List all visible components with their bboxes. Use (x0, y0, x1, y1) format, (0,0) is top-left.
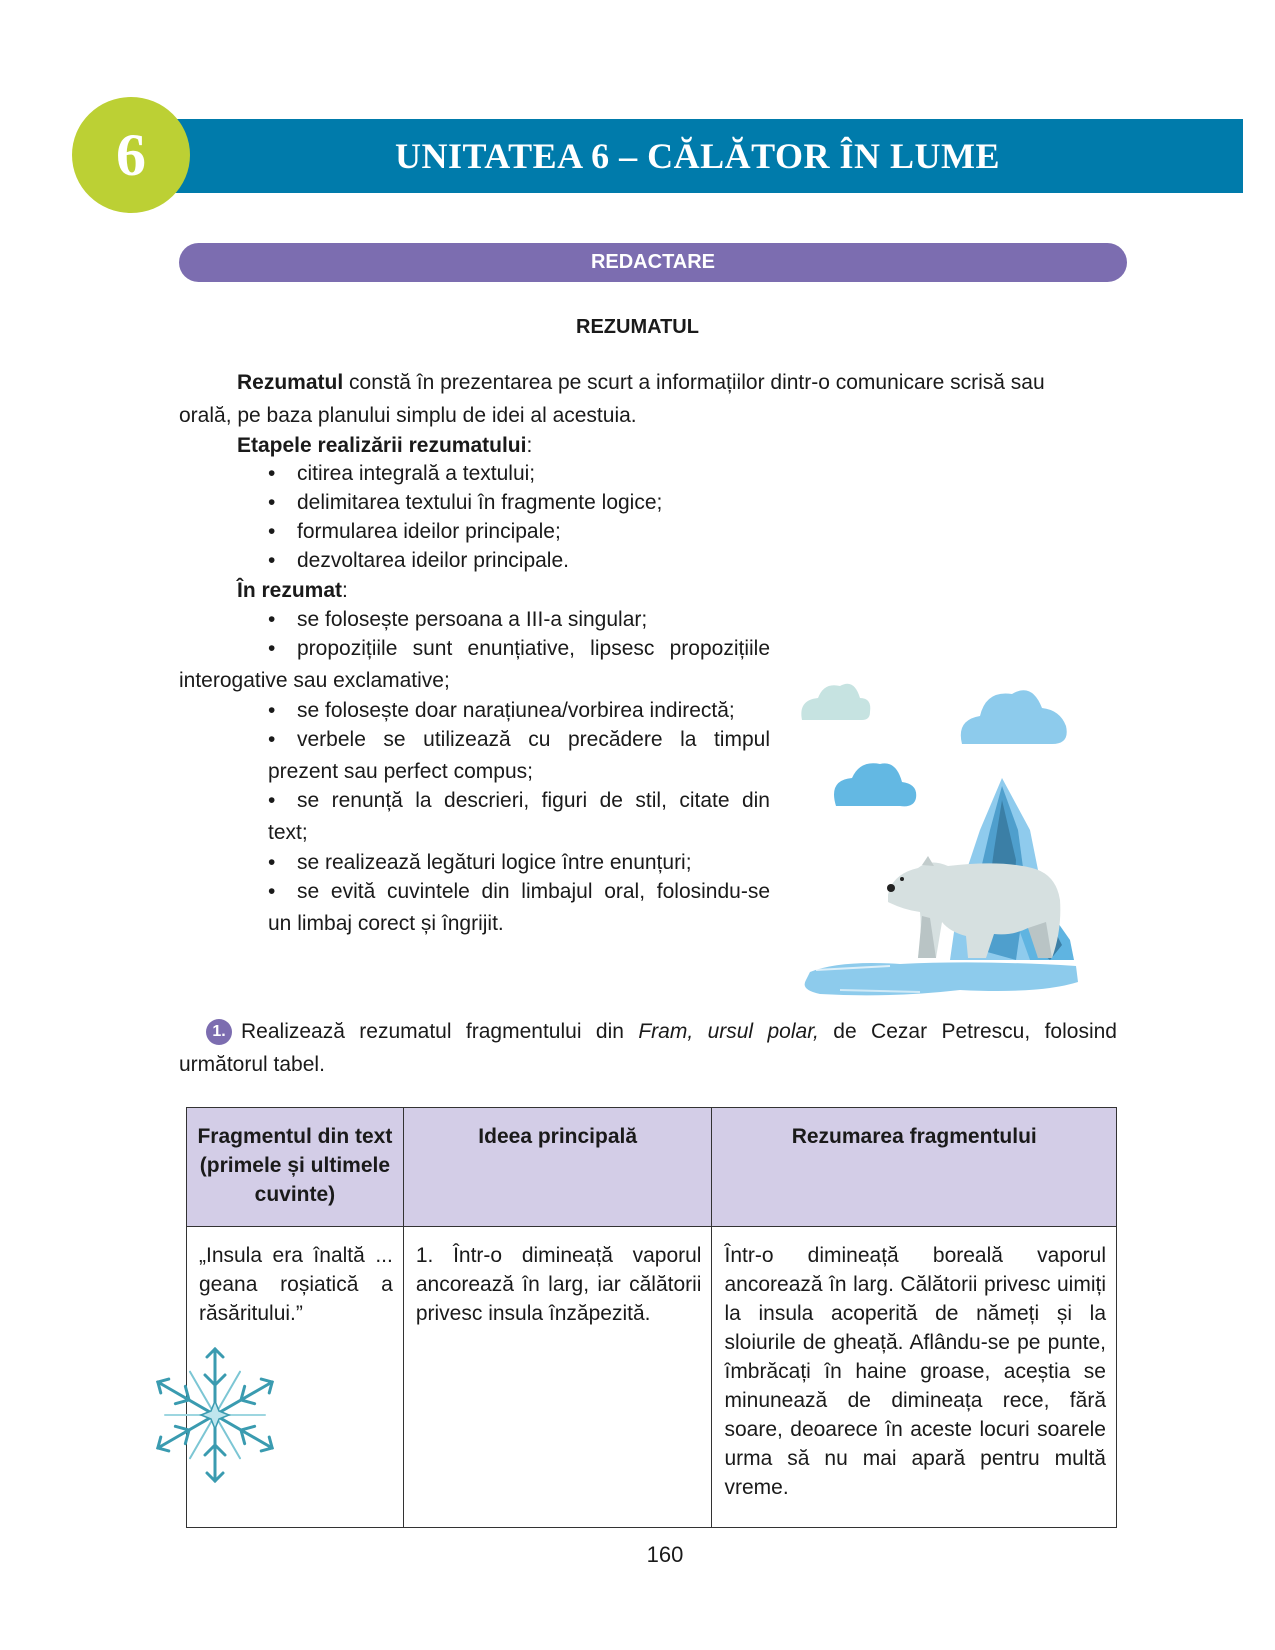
work-title: Fram, ursul polar, (638, 1020, 819, 1043)
column-header: Ideea principală (403, 1108, 712, 1227)
term-rezumatul: Rezumatul (237, 371, 344, 394)
main-idea-cell: 1. Într-o dimineață vaporul ancorează în larg, iar călătorii privesc insula înzăpezită. (403, 1227, 712, 1528)
page-number: 160 (646, 1542, 684, 1567)
table-row (187, 1227, 1117, 1528)
rule-item-continued: prezent sau perfect compus; (268, 760, 533, 783)
exercise-prompt-line-2: următorul tabel. (179, 1053, 325, 1076)
column-header: Rezumarea fragmentului (712, 1108, 1117, 1227)
table-header-row (187, 1108, 1117, 1227)
intro-line-1: Rezumatul constă în prezentarea pe scurt a informațiilor dintr-o comunicare scrisă sau (237, 371, 1045, 394)
step-item: citirea integrală a textului; (297, 462, 536, 485)
column-header: Fragmentul din text (primele și ultimele cuvinte) (187, 1108, 404, 1227)
cloud-icon (961, 690, 1067, 744)
intro-line-2: orală, pe baza planului simplu de idei al acestuia. (179, 404, 637, 427)
rules-heading: În rezumat: (237, 579, 348, 602)
rule-item: propozițiile sunt enunțiative, lipsesc propozițiile (297, 637, 770, 660)
steps-heading: Etapele realizării rezumatului: (237, 434, 533, 457)
rule-item-continued: interogative sau exclamative; (179, 669, 450, 692)
bullet-icon: • (268, 880, 276, 903)
rule-item: se folosește doar narațiunea/vorbirea indirectă; (297, 699, 735, 722)
rule-item: verbele se utilizează cu precădere la timpul (297, 728, 770, 751)
ice-floe-icon (805, 962, 1078, 995)
bullet-icon: • (268, 608, 276, 631)
lesson-title: REZUMATUL (576, 316, 699, 338)
bullet-icon: • (268, 462, 276, 485)
step-item: dezvoltarea ideilor principale. (297, 549, 569, 572)
polar-bear-illustration (780, 660, 1080, 1005)
summary-cell: Într-o dimineață boreală vaporul ancorează în larg. Călătorii privesc uimiți la insula acoperită de nămeți și la sloiurile de gheață. Aflându-se pe punte, îmbrăcați în haine groase, aceștia se minunează de dimineața rece, fără soare, deoarece în aceste locuri soarele urma să nu mai apară pentru multă vreme. (712, 1227, 1117, 1528)
bullet-icon: • (268, 789, 276, 812)
fragment-cell: „Insula era înaltă ... geana roșiatică a răsăritului.” (187, 1227, 404, 1528)
cloud-icon (801, 684, 870, 720)
bullet-icon: • (268, 728, 276, 751)
step-item: delimitarea textului în fragmente logice; (297, 491, 663, 514)
section-label: REDACTARE (179, 243, 1127, 282)
bullet-icon: • (268, 851, 276, 874)
exercise-number-badge: 1. (206, 1019, 232, 1045)
bear-icon (887, 856, 1060, 958)
rule-item: se realizează legături logice între enunțuri; (297, 851, 692, 874)
rule-item: se evită cuvintele din limbajul oral, folosindu-se (297, 880, 770, 903)
unit-number-badge: 6 (72, 97, 190, 213)
rule-item: se renunță la descrieri, figuri de stil, citate din (297, 789, 770, 812)
rule-item-continued: text; (268, 821, 308, 844)
rule-item: se folosește persoana a III-a singular; (297, 608, 648, 631)
summary-table (186, 1107, 1117, 1528)
bullet-icon: • (268, 637, 276, 660)
bullet-icon: • (268, 699, 276, 722)
rule-item-continued: un limbaj corect și îngrijit. (268, 912, 504, 935)
exercise-prompt: Realizează rezumatul fragmentului din Fram, ursul polar, de Cezar Petrescu, folosind (241, 1020, 1117, 1043)
bullet-icon: • (268, 520, 276, 543)
bullet-icon: • (268, 549, 276, 572)
bullet-icon: • (268, 491, 276, 514)
unit-title: UNITATEA 6 – CĂLĂTOR ÎN LUME (394, 136, 1001, 176)
snowflake-icon (145, 1340, 285, 1490)
step-item: formularea ideilor principale; (297, 520, 561, 543)
cloud-icon (834, 763, 916, 806)
